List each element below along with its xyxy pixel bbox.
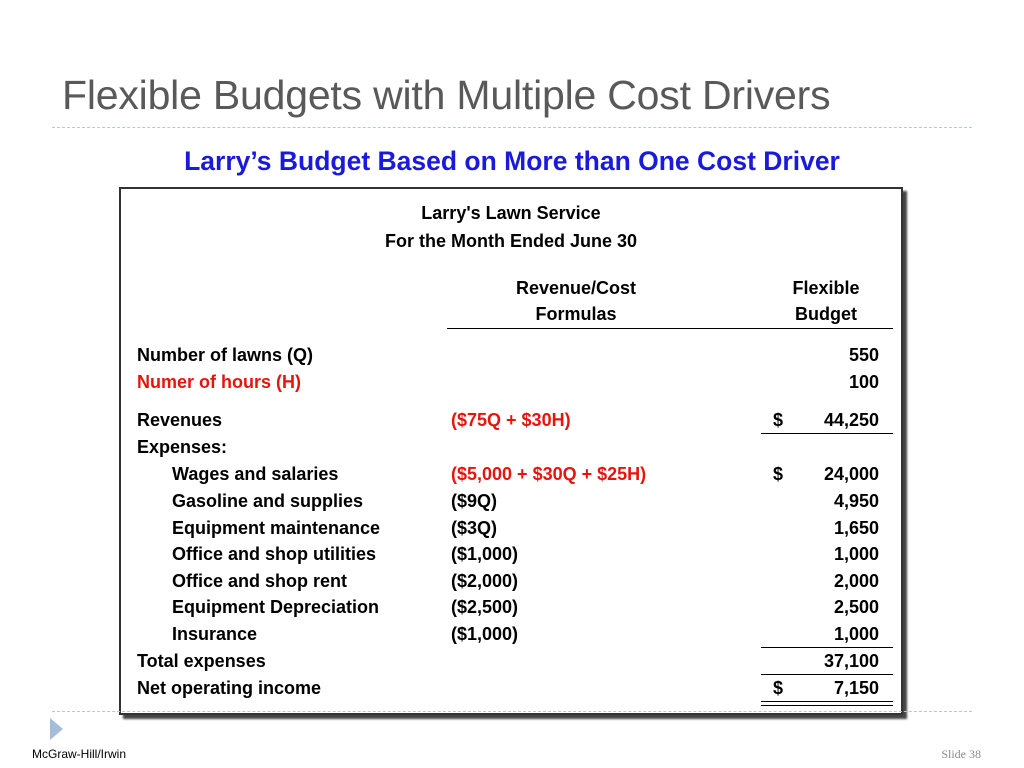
row-formula: ($9Q) <box>451 491 498 511</box>
table-row <box>121 515 901 541</box>
row-label: Revenues <box>137 410 223 430</box>
publisher-label: McGraw-Hill/Irwin <box>32 747 126 761</box>
row-amount: 37,100 <box>823 651 879 671</box>
row-label: Office and shop utilities <box>172 544 377 564</box>
company-name: Larry's Lawn Service <box>421 203 601 223</box>
row-label: Office and shop rent <box>172 571 348 591</box>
row-amount: 1,650 <box>833 518 879 538</box>
row-amount: 44,250 <box>823 410 879 430</box>
row-label: Net operating income <box>137 678 322 698</box>
footer-divider <box>52 711 972 712</box>
row-currency: $ <box>773 464 784 484</box>
table-row <box>121 342 901 368</box>
budget-column-header-line1: Flexible <box>792 278 860 298</box>
formula-column-header-line2: Formulas <box>535 304 617 324</box>
table-row <box>121 675 901 701</box>
slide-subtitle: Larry’s Budget Based on More than One Cost Driver <box>184 146 840 176</box>
row-label: Wages and salaries <box>172 464 339 484</box>
row-currency: $ <box>773 410 784 430</box>
row-formula: ($1,000) <box>451 624 519 644</box>
row-label: Numer of hours (H) <box>137 372 301 392</box>
row-amount: 550 <box>848 345 879 365</box>
row-amount: 2,000 <box>833 571 879 591</box>
table-row <box>121 594 901 620</box>
slide-number: Slide 38 <box>941 747 981 761</box>
budget-table-panel <box>119 187 903 715</box>
row-label: Equipment Depreciation <box>172 597 380 617</box>
row-amount: 24,000 <box>823 464 879 484</box>
table-row <box>121 621 901 647</box>
table-row <box>121 434 901 460</box>
slide-title: Flexible Budgets with Multiple Cost Drivers <box>62 72 831 118</box>
row-formula: ($75Q + $30H) <box>451 410 571 430</box>
table-row <box>121 541 901 567</box>
row-formula: ($5,000 + $30Q + $25H) <box>451 464 647 484</box>
row-label: Number of lawns (Q) <box>137 345 314 365</box>
row-amount: 7,150 <box>833 678 879 698</box>
net-double-underline-2 <box>761 705 893 706</box>
table-row <box>121 461 901 487</box>
row-amount: 4,950 <box>833 491 879 511</box>
row-amount: 100 <box>848 372 879 392</box>
row-label: Gasoline and supplies <box>172 491 364 511</box>
row-formula: ($1,000) <box>451 544 519 564</box>
row-amount: 1,000 <box>833 544 879 564</box>
row-formula: ($2,500) <box>451 597 519 617</box>
row-currency: $ <box>773 678 784 698</box>
row-amount: 2,500 <box>833 597 879 617</box>
row-label: Total expenses <box>137 651 266 671</box>
table-row <box>121 488 901 514</box>
row-label: Insurance <box>172 624 258 644</box>
net-double-underline-1 <box>761 701 893 702</box>
table-row <box>121 648 901 674</box>
table-row <box>121 407 901 433</box>
budget-column-header-line2: Budget <box>795 304 857 324</box>
row-formula: ($2,000) <box>451 571 519 591</box>
play-arrow-icon <box>50 718 63 740</box>
row-label: Expenses: <box>137 437 228 457</box>
table-row <box>121 369 901 395</box>
row-label: Equipment maintenance <box>172 518 381 538</box>
title-divider <box>52 127 972 128</box>
table-row <box>121 568 901 594</box>
formula-column-header-line1: Revenue/Cost <box>515 278 637 298</box>
row-formula: ($3Q) <box>451 518 498 538</box>
report-period: For the Month Ended June 30 <box>384 231 637 251</box>
header-underline <box>447 328 893 329</box>
row-amount: 1,000 <box>833 624 879 644</box>
